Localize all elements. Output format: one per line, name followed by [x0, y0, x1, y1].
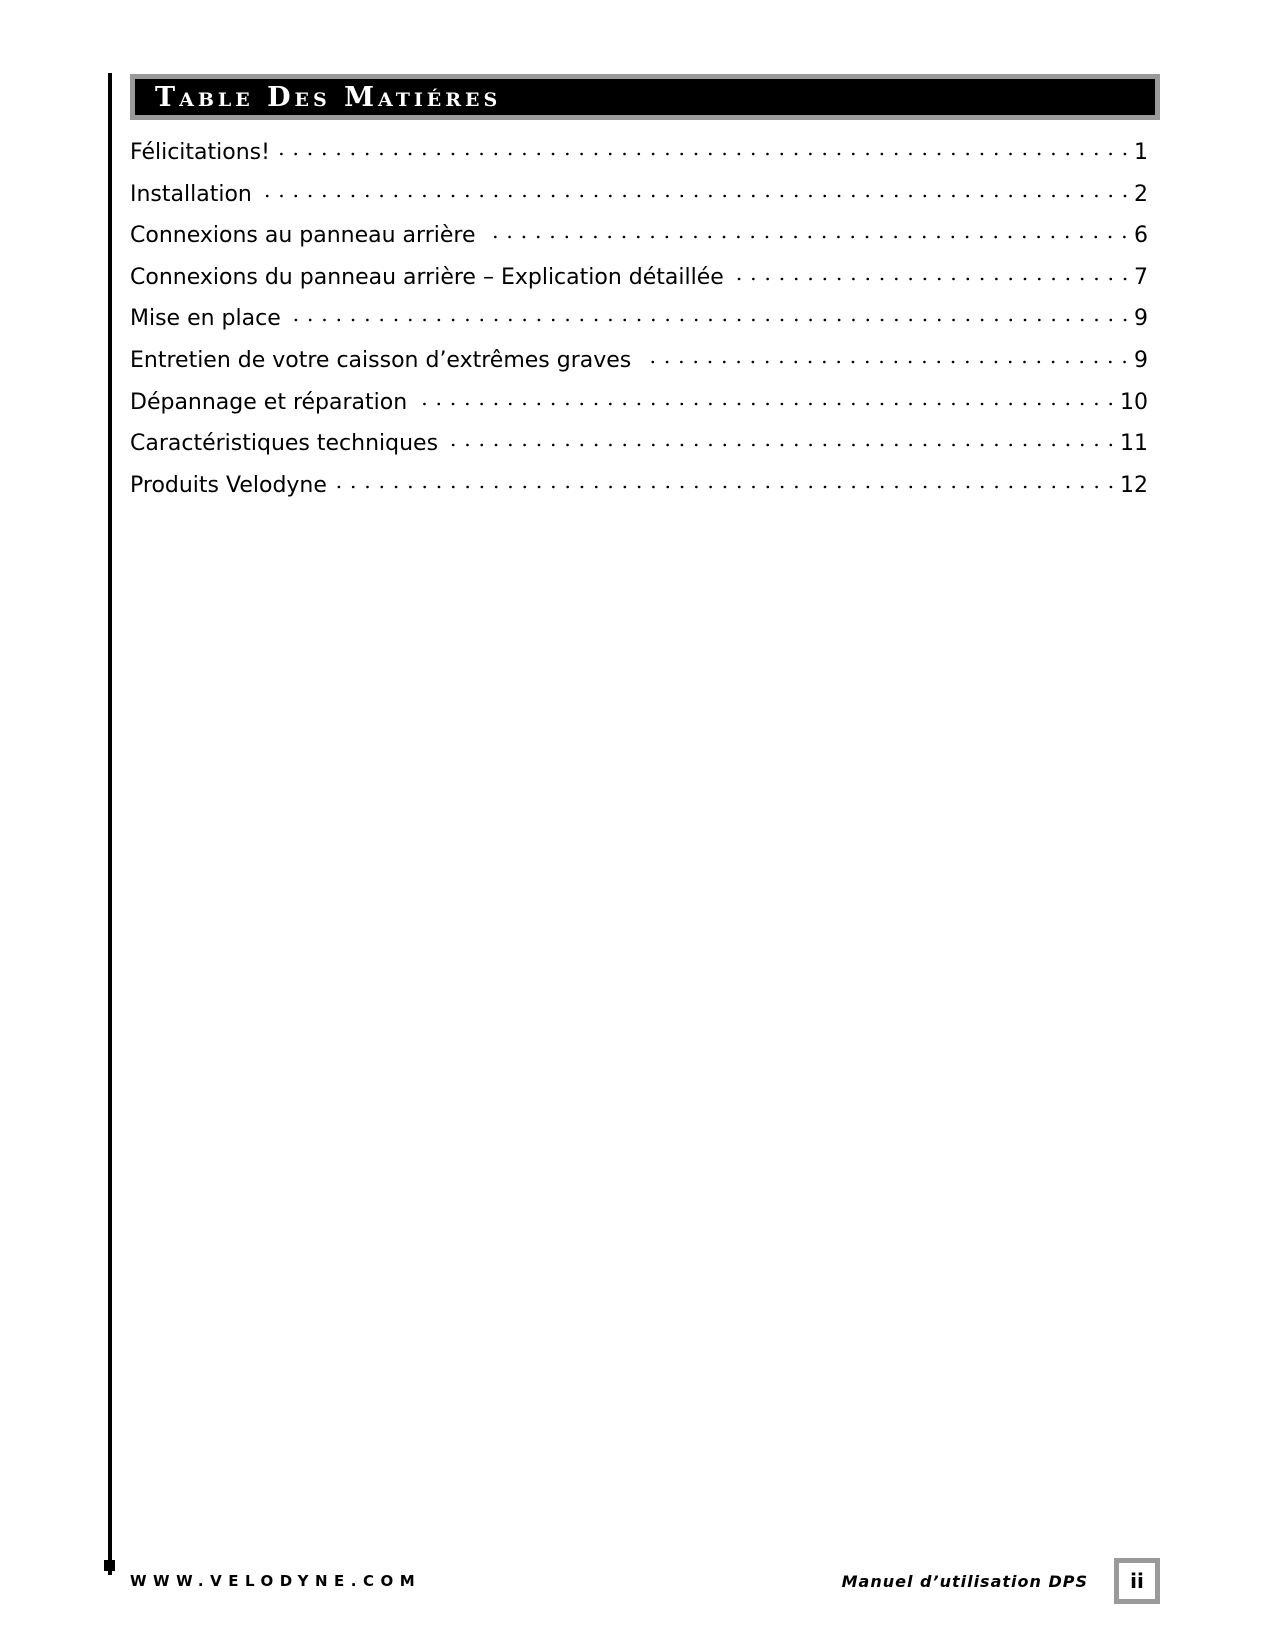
- toc-entry-label: Connexions au panneau arrière: [130, 223, 476, 249]
- toc-entry-label: Caractéristiques techniques: [130, 431, 439, 457]
- toc-entry-page: 2: [1134, 181, 1148, 207]
- table-of-contents: [130, 140, 1148, 514]
- toc-entry[interactable]: [130, 348, 1148, 390]
- toc-entry[interactable]: [130, 223, 1148, 265]
- footer-website-link[interactable]: WWW.VELODYNE.COM: [130, 1572, 422, 1590]
- toc-entry[interactable]: [130, 390, 1148, 432]
- toc-entry-page: 9: [1134, 306, 1148, 332]
- toc-entry[interactable]: [130, 265, 1148, 307]
- page-number-box: [1114, 1558, 1160, 1604]
- toc-entry-page: 7: [1134, 264, 1148, 290]
- left-margin-rule: [108, 73, 112, 1575]
- toc-entry-label: Installation: [130, 181, 252, 207]
- toc-entry-page: 11: [1120, 431, 1148, 457]
- toc-entry-page: 12: [1120, 472, 1148, 498]
- toc-entry-label: Entretien de votre caisson d’extrêmes graves: [130, 347, 632, 373]
- toc-entry[interactable]: [130, 431, 1148, 473]
- toc-entry[interactable]: [130, 473, 1148, 515]
- toc-dot-leader: [280, 149, 1132, 159]
- toc-entry-label: Félicitations!: [130, 140, 270, 165]
- toc-entry-page: 6: [1134, 223, 1148, 249]
- toc-entry-label: Dépannage et réparation: [130, 389, 408, 415]
- page-number: ii: [1130, 1569, 1144, 1593]
- toc-dot-leader: [641, 357, 1132, 367]
- toc-entry-page: 1: [1134, 140, 1148, 165]
- left-margin-rule-tab: [104, 1560, 115, 1571]
- toc-dot-leader: [262, 191, 1132, 201]
- toc-entry-page: 9: [1134, 347, 1148, 373]
- toc-entry[interactable]: [130, 140, 1148, 182]
- toc-entry-label: Connexions du panneau arrière – Explication détaillée: [130, 264, 724, 290]
- toc-entry[interactable]: [130, 182, 1148, 224]
- toc-dot-leader: [417, 399, 1118, 409]
- toc-dot-leader: [734, 274, 1132, 284]
- toc-dot-leader: [291, 315, 1132, 325]
- footer-manual-title: Manuel d’utilisation DPS: [841, 1572, 1088, 1591]
- toc-entry-label: Mise en place: [130, 306, 281, 332]
- toc-dot-leader: [448, 440, 1118, 450]
- title-bar: [130, 74, 1160, 120]
- title-bar-inner: [135, 79, 1155, 115]
- toc-entry[interactable]: [130, 306, 1148, 348]
- toc-entry-label: Produits Velodyne: [130, 472, 327, 498]
- toc-dot-leader: [485, 232, 1132, 242]
- toc-dot-leader: [337, 482, 1118, 492]
- page-title: Table Des Matiéres: [155, 81, 502, 113]
- toc-entry-page: 10: [1120, 389, 1148, 415]
